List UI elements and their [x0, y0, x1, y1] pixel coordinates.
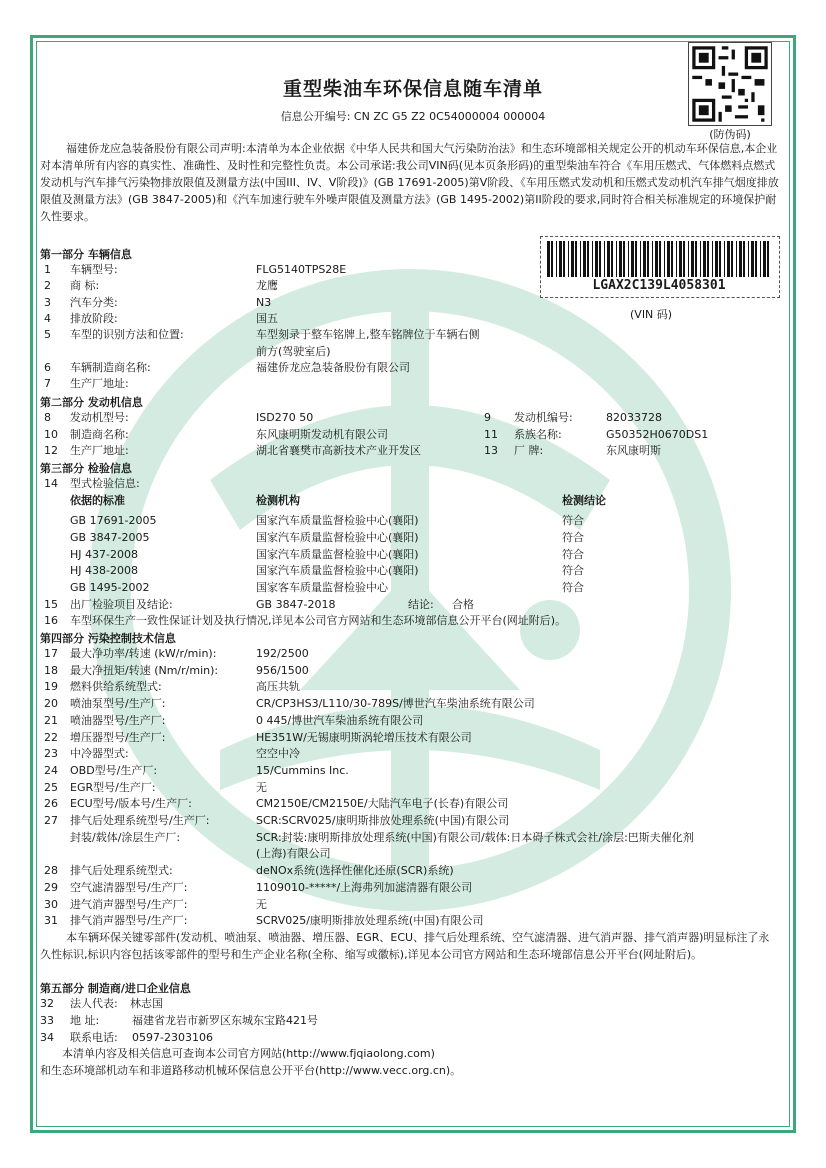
barcode-bar	[664, 241, 665, 277]
field-value: HE351W/无锡康明斯涡轮增压技术有限公司	[256, 730, 472, 744]
barcode-icon	[547, 241, 773, 277]
barcode-bar	[719, 241, 721, 277]
field-label: 最大净功率/转速 (kW/r/min):	[70, 647, 217, 660]
field-value: 956/1500	[256, 663, 309, 677]
field-label: 车辆型号:	[70, 263, 118, 276]
table-header-standard: 依据的标准	[70, 494, 125, 507]
item-number: 18	[44, 663, 58, 677]
barcode-bar	[580, 241, 581, 277]
field-value: CM2150E/CM2150E/大陆汽车电子(长春)有限公司	[256, 797, 509, 811]
field-label: 系族名称:	[514, 427, 562, 441]
item-number: 7	[44, 377, 51, 391]
field-label: 喷油泵型号/生产厂:	[70, 697, 166, 711]
table-cell-standard: HJ 438-2008	[70, 564, 138, 578]
table-cell-standard: GB 17691-2005	[70, 514, 157, 527]
field-value: SCR:封装:康明斯排放处理系统(中国)有限公司/载体:日本碍子株式会社/涂层:巴斯夫催化剂	[256, 830, 694, 844]
field-value: 无	[256, 780, 267, 794]
item-number: 33	[40, 1014, 54, 1027]
barcode-bar	[571, 241, 574, 277]
barcode-bar	[703, 241, 706, 277]
barcode-bar	[643, 241, 646, 277]
item-number: 22	[44, 730, 58, 744]
field-value: 空空中冷	[256, 747, 300, 761]
field-label: ECU型号/版本号/生产厂:	[70, 797, 192, 811]
field-label: 排气消声器型号/生产厂:	[70, 914, 188, 928]
barcode-bar	[712, 241, 713, 277]
barcode-bar	[731, 241, 733, 277]
field-value: 东风康明斯发动机有限公司	[256, 427, 388, 441]
field-value: (上海)有限公司	[256, 847, 331, 861]
field-label: 排放阶段:	[70, 311, 118, 325]
key-parts-note: 本车辆环保关键零部件(发动机、喷油泵、喷油器、增压器、EGR、ECU、排气后处理系统、空气滤清器、进气消声器、排气消声器)明显标注了永久性标识,标识内容包括该零部件的型号和生产企业名称(全称、缩写或徽标),详见本公司官方网站和生态环境部信息公开平台(网址附后)。	[40, 931, 770, 961]
field-value: 192/2500	[256, 647, 309, 660]
barcode-bar	[619, 241, 622, 277]
factory-inspection-value: GB 3847-2018	[256, 598, 336, 611]
barcode-bar	[748, 241, 749, 277]
field-value: deNOx系统(选择性催化还原(SCR)系统)	[256, 864, 454, 878]
field-label: 燃料供给系统型式:	[70, 680, 162, 694]
field-label: 联系电话:	[70, 1031, 118, 1044]
barcode-bar	[707, 241, 709, 277]
field-value: 1109010-*****/上海弗列加滤清器有限公司	[256, 880, 473, 894]
barcode-bar	[683, 241, 685, 277]
barcode-bar	[647, 241, 649, 277]
barcode-bar	[623, 241, 625, 277]
item-number: 4	[44, 311, 51, 325]
field-value: 15/Cummins Inc.	[256, 763, 349, 777]
barcode-bar	[607, 241, 610, 277]
item-number: 6	[44, 360, 51, 374]
barcode-bar	[551, 241, 553, 277]
item-number: 9	[484, 411, 491, 424]
item-number: 34	[40, 1031, 54, 1044]
item-number: 8	[44, 411, 51, 424]
item-number: 14	[44, 477, 58, 490]
field-value: 无	[256, 897, 267, 911]
section-heading-inspection: 第三部分 检验信息	[40, 462, 132, 475]
field-label: EGR型号/生产厂:	[70, 780, 156, 794]
table-cell-institution: 国家汽车质量监督检验中心(襄阳)	[256, 514, 419, 527]
field-value: N3	[256, 295, 272, 309]
qr-label: (防伪码)	[709, 128, 751, 141]
field-value: 东风康明斯	[606, 444, 661, 457]
barcode-bar	[604, 241, 605, 277]
field-label: 生产厂地址:	[70, 444, 129, 457]
field-label: 排气后处理系统型式:	[70, 864, 173, 878]
barcode-bar	[631, 241, 634, 277]
field-label: 增压器型号/生产厂:	[70, 730, 166, 744]
field-value: CR/CP3HS3/L110/30-789S/博世汽车柴油系统有限公司	[256, 697, 535, 711]
table-cell-institution: 国家汽车质量监督检验中心(襄阳)	[256, 530, 419, 544]
barcode-bar	[676, 241, 677, 277]
item-number: 24	[44, 763, 58, 777]
table-cell-conclusion: 符合	[562, 530, 584, 544]
footer-website-line: 本清单内容及相关信息可查询本公司官方网站(http://www.fjqiaolong.com)	[62, 1047, 435, 1060]
field-value: ISD270 50	[256, 411, 314, 424]
consistency-plan-text: 车型环保生产一致性保证计划及执行情况,详见本公司官方网站和生态环境部信息公开平台(网址附后)。	[70, 614, 567, 627]
field-value: 龙鹰	[256, 279, 278, 293]
barcode-bar	[587, 241, 589, 277]
field-value: G50352H0670DS1	[606, 427, 709, 441]
barcode-bar	[559, 241, 562, 277]
table-cell-standard: GB 3847-2005	[70, 530, 150, 544]
field-value: 0597-2303106	[132, 1031, 213, 1044]
barcode-bar	[700, 241, 701, 277]
item-number: 26	[44, 797, 58, 811]
field-value: 车型刻录于整车铭牌上,整车铭牌位于车辆右侧	[256, 328, 480, 342]
manufacturer-statement: 福建侨龙应急装备股份有限公司声明:本清单为本企业依据《中华人民共和国大气污染防治法》和生态环境部相关规定公开的机动车环保信息,本企业对本清单所有内容的真实性、准确性、及时性和完整性负责。本公司承诺:我公司VIN码(见本页条形码)的重型柴油车符合《车用压燃式、气体燃料点燃式发动机与汽车排气污染物排放限值及测量方法(中国III、IV、V阶段)》(GB 17691-2005)第V阶段、《车用压燃式发动机和压燃式发动机汽车排气烟度排放限值及测量方法》(GB 3847-2005)和《汽车加速行驶车外噪声限值及测量方法》(GB 1495-2002)第II阶段的要求,同时符合相关标准规定的环境保护耐久性要求。	[40, 142, 779, 223]
table-cell-institution: 国家客车质量监督检验中心	[256, 581, 388, 595]
table-cell-institution: 国家汽车质量监督检验中心(襄阳)	[256, 564, 419, 578]
barcode-bar	[667, 241, 670, 277]
table-cell-standard: HJ 437-2008	[70, 547, 138, 561]
item-number: 13	[484, 444, 498, 457]
table-cell-conclusion: 符合	[562, 547, 584, 561]
barcode-bar	[655, 241, 658, 277]
section-heading-pollution-control: 第四部分 污染控制技术信息	[40, 632, 176, 645]
field-label: 封装/载体/涂层生产厂:	[70, 830, 181, 844]
field-value: FLG5140TPS28E	[256, 263, 347, 276]
field-value: 国五	[256, 311, 278, 325]
table-cell-standard: GB 1495-2002	[70, 581, 150, 595]
info-disclosure-number: 信息公开编号: CN ZC G5 Z2 0C54000004 000004	[280, 110, 546, 123]
barcode-bar	[760, 241, 761, 277]
item-number: 25	[44, 780, 58, 794]
barcode-bar	[547, 241, 550, 277]
field-label: 排气后处理系统型号/生产厂:	[70, 814, 210, 827]
field-label: 喷油器型号/生产厂:	[70, 713, 166, 727]
field-label: 生产厂地址:	[70, 377, 129, 391]
item-number: 29	[44, 880, 58, 894]
barcode-bar	[751, 241, 754, 277]
item-number: 16	[44, 614, 58, 627]
barcode-bar	[575, 241, 577, 277]
conclusion-value: 合格	[452, 598, 474, 611]
field-label: 最大净扭矩/转速 (Nm/r/min):	[70, 663, 219, 677]
barcode-bar	[592, 241, 593, 277]
field-value: 福建侨龙应急装备股份有限公司	[256, 360, 410, 374]
barcode-bar	[724, 241, 725, 277]
item-number: 1	[44, 263, 51, 276]
barcode-bar	[715, 241, 718, 277]
barcode-bar	[563, 241, 565, 277]
table-header-conclusion: 检测结论	[562, 494, 606, 507]
vin-label: (VIN 码)	[630, 308, 673, 321]
item-number: 11	[484, 427, 498, 441]
field-value: 高压共轨	[256, 680, 300, 694]
barcode-bar	[652, 241, 653, 277]
item-number: 20	[44, 697, 58, 711]
footer-platform-line: 和生态环境部机动车和非道路移动机械环保信息公开平台(http://www.vecc.org.cn)。	[40, 1064, 462, 1077]
item-number: 23	[44, 747, 58, 761]
field-value: SCRV025/康明斯排放处理系统(中国)有限公司	[256, 914, 484, 928]
field-value: 0 445/博世汽车柴油系统有限公司	[256, 713, 424, 727]
field-label: 汽车分类:	[70, 295, 118, 309]
item-number: 27	[44, 814, 58, 827]
item-number: 17	[44, 647, 58, 660]
barcode-bar	[671, 241, 673, 277]
barcode-bar	[568, 241, 569, 277]
field-label: 地 址:	[70, 1014, 100, 1027]
item-number: 10	[44, 427, 58, 441]
field-label: 车型的识别方法和位置:	[70, 328, 184, 342]
barcode-bar	[640, 241, 641, 277]
barcode-bar	[755, 241, 757, 277]
barcode-bar	[679, 241, 682, 277]
barcode-bar	[595, 241, 598, 277]
field-label: 发动机编号:	[514, 411, 573, 424]
item-number: 2	[44, 279, 51, 293]
vin-code: LGAX2C139L4058301	[592, 278, 726, 293]
barcode-bar	[659, 241, 661, 277]
field-value: 福建省龙岩市新罗区东城东宝路421号	[132, 1014, 318, 1027]
table-cell-institution: 国家汽车质量监督检验中心(襄阳)	[256, 547, 419, 561]
item-number: 28	[44, 864, 58, 878]
field-label: 中冷器型式:	[70, 747, 129, 761]
barcode-bar	[556, 241, 557, 277]
table-header-institution: 检测机构	[256, 494, 300, 507]
barcode-bar	[736, 241, 737, 277]
page-title: 重型柴油车环保信息随车清单	[282, 78, 543, 100]
field-label: 车辆制造商名称:	[70, 360, 151, 374]
item-number: 32	[40, 997, 54, 1010]
barcode-bar	[767, 241, 769, 277]
field-label: 法人代表:	[70, 997, 118, 1010]
barcode-bar	[695, 241, 697, 277]
item-number: 19	[44, 680, 58, 694]
item-number: 30	[44, 897, 58, 911]
barcode-bar	[691, 241, 694, 277]
field-value: 湖北省襄樊市高新技术产业开发区	[256, 444, 421, 457]
table-cell-conclusion: 符合	[562, 564, 584, 578]
field-value: SCR:SCRV025/康明斯排放处理系统(中国)有限公司	[256, 814, 510, 827]
section-heading-manufacturer: 第五部分 制造商/进口企业信息	[40, 982, 191, 995]
field-value: 林志国	[130, 997, 163, 1010]
field-label: 发动机型号:	[70, 411, 129, 424]
barcode-bar	[739, 241, 742, 277]
section-heading-engine: 第二部分 发动机信息	[40, 396, 143, 409]
barcode-bar	[599, 241, 601, 277]
field-value: 前方(驾驶室后)	[256, 344, 331, 358]
barcode-bar	[727, 241, 730, 277]
field-value: 82033728	[606, 411, 662, 424]
item-number: 31	[44, 914, 58, 928]
barcode-bar	[628, 241, 629, 277]
barcode-bar	[616, 241, 617, 277]
field-label: 进气消声器型号/生产厂:	[70, 897, 188, 911]
item-number: 21	[44, 713, 58, 727]
item-number: 15	[44, 598, 58, 611]
item-number: 5	[44, 328, 51, 342]
table-cell-conclusion: 符合	[562, 581, 584, 595]
section-heading-vehicle: 第一部分 车辆信息	[40, 248, 132, 261]
field-label: 空气滤清器型号/生产厂:	[70, 880, 188, 894]
field-label: OBD型号/生产厂:	[70, 763, 158, 777]
barcode-bar	[611, 241, 613, 277]
type-inspection-label: 型式检验信息:	[70, 477, 140, 490]
table-cell-conclusion: 符合	[562, 514, 584, 527]
barcode-bar	[743, 241, 745, 277]
factory-inspection-label: 出厂检验项目及结论:	[70, 598, 173, 611]
barcode-bar	[763, 241, 766, 277]
item-number: 12	[44, 444, 58, 457]
conclusion-label: 结论:	[408, 598, 434, 611]
barcode-bar	[635, 241, 637, 277]
field-label: 厂 牌:	[514, 444, 544, 457]
barcode-bar	[583, 241, 586, 277]
item-number: 3	[44, 295, 51, 309]
field-label: 制造商名称:	[70, 427, 129, 441]
field-label: 商 标:	[70, 279, 100, 293]
barcode-bar	[688, 241, 689, 277]
